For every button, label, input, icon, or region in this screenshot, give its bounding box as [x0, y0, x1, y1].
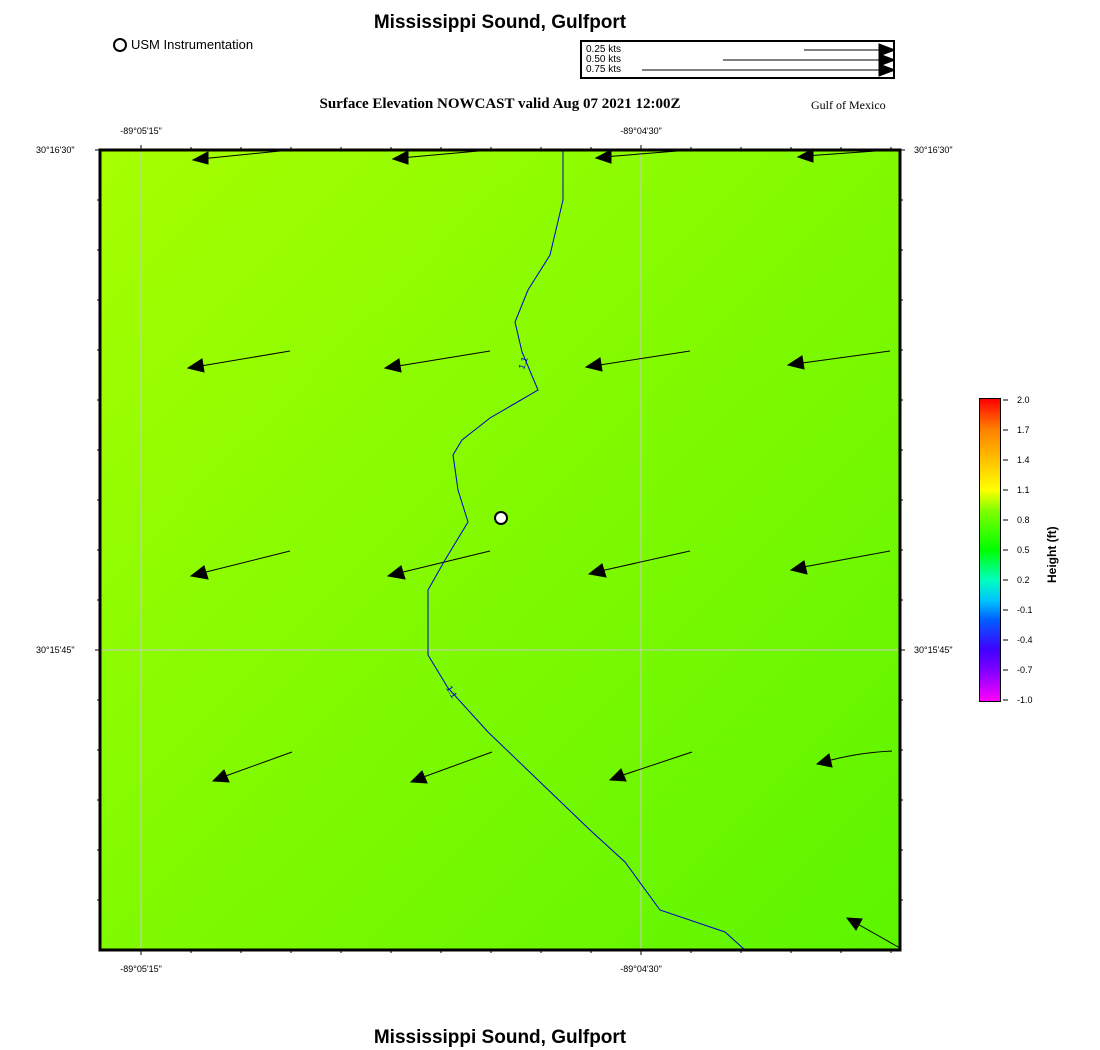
station-marker-icon[interactable] [495, 512, 507, 524]
colorbar-label: 1.4 [1017, 455, 1030, 465]
lat-tick-label: 30°15'45" [36, 645, 75, 655]
colorbar-label: -0.1 [1017, 605, 1033, 615]
map-subtitle: Surface Elevation NOWCAST valid Aug 07 2021 12:00Z [319, 96, 681, 112]
vector-legend-label: 0.50 kts [586, 54, 622, 65]
colorbar-label: -1.0 [1017, 695, 1033, 705]
colorbar-label: 0.2 [1017, 575, 1030, 585]
lon-tick-label: -89°05'15" [120, 126, 162, 136]
colorbar-labels [1017, 395, 1047, 706]
map-title-bottom: Mississippi Sound, Gulfport [373, 1027, 627, 1048]
vector-legend-label: 0.75 kts [586, 64, 622, 75]
contour-label: 1.1 [444, 684, 460, 700]
station-legend-label: USM Instrumentation [131, 37, 254, 52]
colorbar-label: 0.5 [1017, 545, 1030, 555]
elevation-field [100, 150, 900, 950]
colorbar-label: 0.8 [1017, 515, 1030, 525]
colorbar-title: Height (ft) [1045, 526, 1059, 583]
colorbar-label: 2.0 [1017, 395, 1030, 405]
map-title-top: Mississippi Sound, Gulfport [373, 12, 627, 33]
colorbar-label: 1.7 [1017, 425, 1030, 435]
colorbar [979, 398, 1001, 702]
lon-tick-label: -89°04'30" [620, 126, 662, 136]
lat-tick-label: 30°15'45" [914, 645, 953, 655]
vector-legend-label: 0.25 kts [586, 44, 622, 55]
colorbar-label: 1.1 [1017, 485, 1030, 495]
contour-label: 1.1 [516, 355, 530, 371]
lon-tick-label: -89°05'15" [120, 964, 162, 974]
colorbar-label: -0.7 [1017, 665, 1033, 675]
lat-tick-label: 30°16'30" [36, 145, 75, 155]
lat-tick-label: 30°16'30" [914, 145, 953, 155]
colorbar-label: -0.4 [1017, 635, 1033, 645]
lon-tick-label: -89°04'30" [620, 964, 662, 974]
region-label: Gulf of Mexico [811, 98, 886, 112]
colorbar-ticks [1003, 398, 1011, 704]
